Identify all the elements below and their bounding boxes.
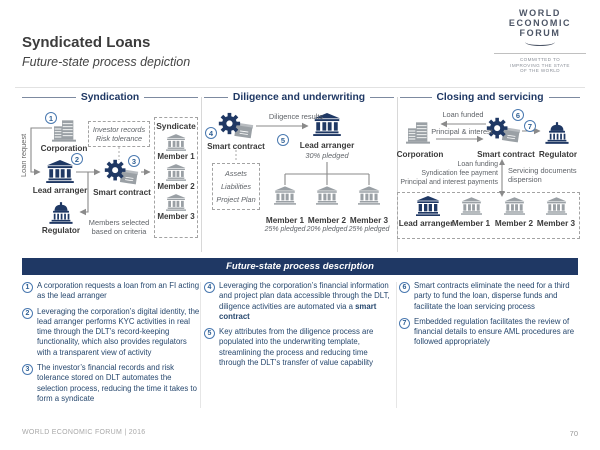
lead-arranger-label: Lead arranger — [32, 186, 88, 195]
member-pledge: 20% pledged — [306, 226, 348, 233]
attribute-line: Liabilities — [220, 182, 251, 191]
step-number-badge: 6 — [399, 282, 410, 293]
member-label: Member 2 — [157, 182, 195, 191]
regulator-label: Regulator — [538, 150, 578, 159]
description-column-2 — [204, 281, 392, 373]
step-text — [37, 281, 200, 302]
regulator-icon — [544, 122, 570, 144]
payments-line: Principal and interest payments — [400, 178, 498, 186]
smart-contract-icon — [218, 112, 254, 140]
step-text-body: Smart contracts eliminate the need for a third party to fund the loan, disperse funds and facilitate the loan servicing process — [414, 281, 570, 311]
step-number-badge: 4 — [204, 282, 215, 293]
step-badge-4: 4 — [205, 127, 217, 139]
step-text-body: Key attributes from the diligence process are populated into the underwriting template, streamlining the process and reducing time through the DLT’s transfer of value capability — [219, 327, 374, 368]
step-number-badge: 3 — [22, 364, 33, 375]
member-pledge: 25% pledged — [264, 226, 306, 233]
member-bank-icon — [546, 197, 567, 215]
member-label: Member 3 — [536, 219, 576, 228]
payments-line: Syndication fee payment — [421, 169, 498, 177]
servicing-note — [508, 166, 580, 184]
logo-text: WORLD — [519, 8, 561, 18]
logo-tagline: OF THE WORLD — [520, 68, 560, 74]
attribute-line: Assets — [225, 169, 247, 178]
step-text — [37, 363, 200, 404]
step-text-body: Leveraging the corporation’s digital identity, the lead arranger performs KYC activities in real time through the DLT’s record-keeping functionality, which also provides regulators with a transparent view of activity — [37, 306, 200, 357]
step-badge-1: 1 — [45, 112, 57, 124]
lead-arranger-label: Lead arranger — [299, 141, 355, 150]
servicing-line: Servicing documents — [508, 166, 577, 175]
member-label: Member 1 — [265, 216, 305, 225]
member-label: Member 1 — [157, 152, 195, 161]
regulator-icon — [48, 202, 74, 224]
process-step — [204, 327, 392, 368]
payments-note — [394, 161, 498, 187]
corporation-label: Corporation — [396, 150, 444, 159]
section-title: Diligence and underwriting — [232, 92, 366, 103]
corporation-icon — [406, 122, 430, 144]
step-text — [219, 327, 392, 368]
section-title: Closing and servicing — [436, 92, 544, 103]
member-pledge: 25% pledged — [348, 226, 390, 233]
regulator-label: Regulator — [41, 226, 81, 235]
logo-tagline: IMPROVING THE STATE — [510, 62, 570, 68]
step-text-body: Leveraging the corporation’s financial information and project plan data accessible through the DLT, diligence activities are automated via a — [219, 281, 390, 311]
lead-pledge-label: 30% pledged — [305, 151, 349, 160]
step-text-body: The investor’s financial records and risk tolerance stored on DLT automates the selection process, reducing the time it takes to form a syndicate — [37, 363, 197, 403]
smart-contract-label: Smart contract — [477, 150, 535, 159]
step-text-body: Embedded regulation facilitates the review of financial details to ensure AML procedures are followed appropriately — [414, 316, 575, 347]
description-column-3 — [399, 281, 579, 353]
description-header-bar: Future-state process description — [22, 258, 578, 275]
step-text — [37, 307, 200, 358]
step-number-badge: 5 — [204, 328, 215, 339]
smart-contract-label: Smart contract — [207, 142, 265, 151]
step-text-bold: smart contract — [219, 301, 377, 321]
member-label: Member 3 — [157, 212, 195, 221]
corporation-icon — [52, 120, 76, 142]
smart-contract-label: Smart contract — [93, 188, 151, 197]
member-bank-icon — [274, 186, 296, 205]
payments-line: Loan funding — [457, 161, 498, 168]
page-number: 70 — [569, 429, 578, 438]
loan-request-label: Loan request — [19, 133, 28, 177]
member-bank-icon — [316, 186, 338, 205]
step-text — [219, 281, 392, 322]
loan-funded-label: Loan funded — [442, 110, 484, 119]
attribute-line: Project Plan — [216, 195, 256, 204]
step-text — [414, 317, 579, 348]
principal-interest-label: Principal & interest — [431, 127, 493, 136]
member-bank-icon — [504, 197, 525, 215]
logo-tagline: COMMITTED TO — [519, 57, 561, 62]
note-line: based on criteria — [91, 227, 147, 236]
members-selected-note — [88, 218, 150, 236]
process-step — [204, 281, 392, 322]
member-label: Member 2 — [307, 216, 347, 225]
member-bank-icon — [461, 197, 482, 215]
lead-arranger-icon — [46, 160, 74, 183]
logo-text: ECONOMIC — [508, 18, 572, 28]
page-title: Syndicated Loans — [22, 34, 151, 51]
diligence-results-label: Diligence results — [268, 112, 324, 121]
step-badge-7: 7 — [524, 120, 536, 132]
process-step — [399, 317, 579, 348]
step-badge-5: 5 — [277, 134, 289, 146]
step-number-badge: 7 — [399, 318, 410, 329]
lead-arranger-label: Lead arranger — [398, 219, 454, 228]
section-title: Syndication — [80, 92, 140, 103]
step-number-badge: 2 — [22, 308, 33, 319]
step-badge-2: 2 — [71, 153, 83, 165]
footer-attribution: WORLD ECONOMIC FORUM | 2016 — [22, 429, 146, 436]
member-bank-icon — [358, 186, 380, 205]
member-label: Member 1 — [451, 219, 491, 228]
step-text — [414, 281, 579, 312]
description-column-1 — [22, 281, 200, 409]
corporation-label: Corporation — [40, 144, 88, 153]
investor-records-text: Risk tolerance — [95, 134, 143, 143]
step-number-badge: 1 — [22, 282, 33, 293]
member-label: Member 2 — [494, 219, 534, 228]
page-subtitle: Future-state process depiction — [22, 55, 191, 69]
process-step — [399, 281, 579, 312]
step-badge-3: 3 — [128, 155, 140, 167]
step-badge-6: 6 — [512, 109, 524, 121]
servicing-line: dispersion — [508, 175, 542, 185]
process-step — [22, 307, 200, 358]
step-text-body: A corporation requests a loan from an FI acting as the lead arranger — [37, 281, 200, 301]
syndicate-title: Syndicate — [156, 121, 196, 131]
investor-records-text: Investor records — [92, 125, 146, 134]
lead-arranger-icon — [416, 196, 440, 216]
process-step — [22, 281, 200, 302]
note-line: Members selected — [88, 218, 150, 227]
member-label: Member 3 — [349, 216, 389, 225]
process-step — [22, 363, 200, 404]
logo-text: FORUM — [519, 28, 561, 38]
